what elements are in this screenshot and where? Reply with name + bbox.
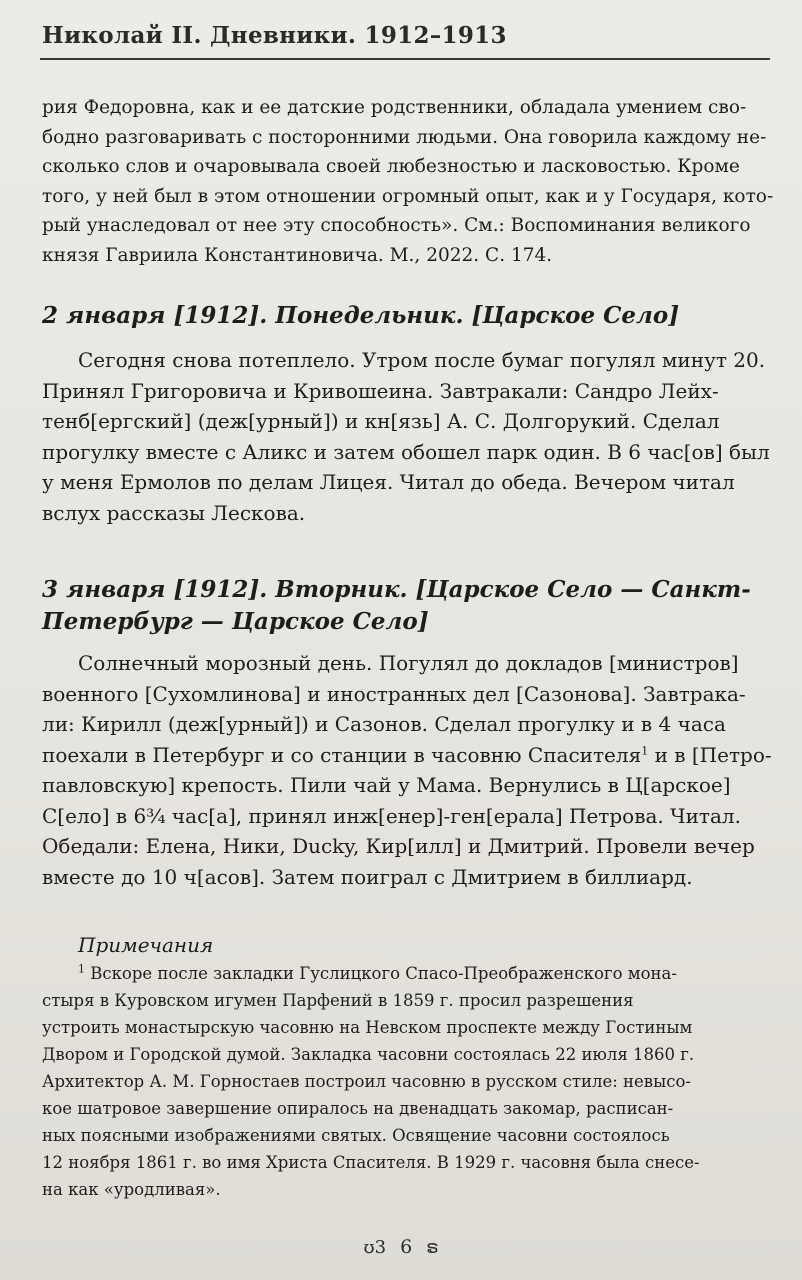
- heading-line: Петербург — Царское Село]: [42, 608, 429, 635]
- text-line: рый унаследовал от нее эту способность». См.: Воспоминания великого: [42, 215, 751, 236]
- text-line: вместе до 10 ч[асов]. Затем поиграл с Дмитрием в биллиард.: [42, 864, 693, 889]
- text-line: прогулку вместе с Аликс и затем обошел парк один. В 6 час[ов] был: [42, 439, 770, 464]
- text-line: князя Гавриила Константиновича. М., 2022. С. 174.: [42, 244, 553, 266]
- text-line: кое шатровое завершение опиралось на двенадцать закомар, расписан-: [42, 1099, 674, 1118]
- text-line: сколько слов и очаровывала своей любезностью и ласковостью. Кроме: [42, 156, 740, 177]
- notes-title: Примечания: [78, 933, 214, 957]
- entry-text: [42, 648, 772, 892]
- page-folio: [0, 1236, 802, 1258]
- header-rule: [40, 58, 770, 60]
- line-start: Вскоре после закладки Гуслицкого Спасо-Преображенского мона-: [85, 964, 677, 983]
- footnote-text: [42, 960, 772, 1203]
- ornament-right-icon: ຣ: [426, 1237, 439, 1258]
- text-line: у меня Ермолов по делам Лицея. Читал до обеда. Вечером читал: [42, 470, 735, 494]
- page-number: 6: [400, 1236, 413, 1258]
- line-tail: и в [Петро-: [648, 742, 772, 767]
- text-line: вслух рассказы Лескова.: [42, 500, 306, 525]
- line-start: поехали в Петербург и со станции в часовню Спасителя: [42, 742, 642, 767]
- continued-footnote-text: [42, 93, 772, 270]
- text-line: на как «уродливая».: [42, 1180, 221, 1199]
- heading-line: 3 января [1912]. Вторник. [Царское Село — Санкт-: [42, 576, 751, 603]
- text-line: ли: Кирилл (деж[урный]) и Сазонов. Сделал прогулку и в 4 часа: [42, 712, 726, 736]
- ornament-left-icon: ʊ3: [363, 1237, 387, 1258]
- text-line: ных поясными изображениями святых. Освящение часовни состоялось: [42, 1126, 670, 1145]
- entry-heading: [42, 574, 772, 638]
- text-line: Двором и Городской думой. Закладка часовни состоялась 22 июля 1860 г.: [42, 1045, 695, 1064]
- text-line: 12 ноября 1861 г. во имя Христа Спасителя. В 1929 г. часовня была снесе-: [42, 1153, 700, 1172]
- text-line: С[ело] в 6¾ час[а], принял инж[енер]-ген[ерала] Петрова. Читал.: [42, 803, 741, 828]
- footnote-marker[interactable]: 1: [641, 743, 649, 757]
- text-line: того, у ней был в этом отношении огромный опыт, как и у Государя, кото-: [42, 185, 774, 207]
- text-line: тенб[ергский] (деж[урный]) и кн[язь] А. С. Долгорукий. Сделал: [42, 409, 720, 433]
- text-line: Архитектор А. М. Горностаев построил часовню в русском стиле: невысо-: [42, 1072, 691, 1091]
- footnote-number: 1: [78, 962, 85, 976]
- text-line: Обедали: Елена, Ники, Ducky, Кир[илл] и Дмитрий. Провели вечер: [42, 834, 755, 858]
- text-line: военного [Сухомлинова] и иностранных дел [Сазонова]. Завтрака-: [42, 681, 746, 706]
- entry-text: [42, 345, 772, 528]
- text-line: рия Федоровна, как и ее датские родственники, обладала умением сво-: [42, 97, 747, 118]
- entry-heading: 2 января [1912]. Понедельник. [Царское Село]: [42, 302, 680, 329]
- text-line: Сегодня снова потеплело. Утром после бумаг погулял минут 20.: [78, 348, 766, 372]
- running-head: Николай II. Дневники. 1912–1913: [42, 22, 507, 49]
- text-line: бодно разговаривать с посторонними людьми. Она говорила каждому не-: [42, 126, 767, 148]
- text-line: [42, 960, 772, 987]
- text-line: павловскую] крепость. Пили чай у Мама. Вернулись в Ц[арское]: [42, 773, 731, 797]
- text-line: Принял Григоровича и Кривошеина. Завтракали: Сандро Лейх-: [42, 378, 719, 403]
- text-line: устроить монастырскую часовню на Невском проспекте между Гостиным: [42, 1018, 693, 1037]
- text-line: Солнечный морозный день. Погулял до докладов [министров]: [78, 651, 739, 675]
- text-line: стыря в Куровском игумен Парфений в 1859 г. просил разрешения: [42, 991, 634, 1010]
- text-line: [42, 740, 772, 771]
